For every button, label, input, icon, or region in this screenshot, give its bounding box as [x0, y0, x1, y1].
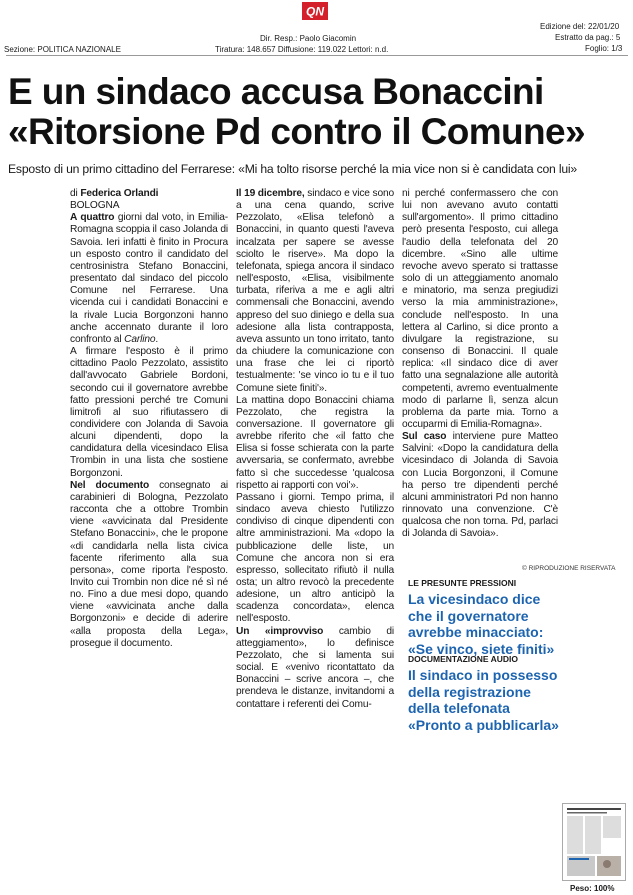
sidebar-kicker-pressures: LE PRESUNTE PRESSIONI [408, 578, 517, 588]
section-name: POLITICA NAZIONALE [37, 45, 121, 54]
weight-label: Peso: 100% [570, 884, 615, 893]
circulation: Tiratura: 148.657 Diffusione: 119.022 Lettori: n.d. [215, 45, 389, 54]
paragraph: A firmare l'esposto è il primo cittadino Paolo Pezzolato, assistito dall'avvocato Gabriele Bordoni, secondo cui il governatore avrebbe fatto pressioni perché tre Comuni limitrofi al suo rifiutassero di condividere con Jolanda di Savoia alcuni dipendenti, dopo la candidatura della vicesindaco Elisa Trombin in una lista che sostiene Borgonzoni. [70, 346, 228, 479]
paragraph: Un «improvviso cambio di atteggiamento», lo definisce Pezzolato, che si lamenta sui social. E «venivo ricontattato da Bonaccini – scrive ancora –, che prendeva le distanze, invitandomi a contattare i referenti dei Comu- [236, 625, 395, 710]
copyright-notice: © RIPRODUZIONE RISERVATA [522, 565, 616, 572]
article-column-3 [402, 188, 558, 541]
headline-line-2: «Ritorsione Pd contro il Comune» [8, 111, 585, 152]
qn-logo [302, 2, 328, 20]
article-column-2 [236, 188, 394, 711]
edition-line [540, 22, 619, 32]
paragraph: Nel documento consegnato ai carabinieri di Bologna, Pezzolato racconta che a ottobre Trombin viene «avvicinata dal Presidente Stefano Bonaccini», che le propone «di candidarla nella lista civica facente riferimento alla sua persona», come riporta l'esposto. Invito cui Trombin non dice né sì né no. Fino a due mesi dopo, quando viene «avvicinata anche dalla Borgonzoni» e decide di aderire «alla proposta della Lega», prosegue il documento. [70, 479, 228, 649]
dateline: BOLOGNA [70, 200, 120, 212]
byline [70, 188, 228, 200]
sidebar-headline-threat: La vicesindaco dice che il governatore avrebbe minacciato: «Se vinco, siete finiti» [408, 591, 555, 657]
byline-prefix: di [70, 188, 78, 199]
headline-line-1: E un sindaco accusa Bonaccini [8, 71, 544, 112]
paragraph: Il 19 dicembre, sindaco e vice sono a una cena quando, scrive Pezzolato, «Elisa telefonò a Bonaccini, in quanto questi l'aveva incalzata per sapere se avesse sciolto le riserve». Ma dopo la telefonata, spiega ancora il sindaco nell'esposto, «Elisa, visibilmente turbata, riferiva a me e agli altri commensali che Bonaccini, avendo appreso del suo diniego e della sua adesione alla lista contrapposta, aveva assunto un tono irritato, tanto da chiudere la comunicazione con una frase che lei ci riportò testualmente: 'se vinco io tu e il tuo Comune siete finiti'». [236, 188, 395, 394]
edition-date: 22/01/20 [588, 22, 620, 31]
headline [8, 72, 628, 152]
paragraph: ni perché confermassero che con lui non avevano avuto contatti sull'argomento». Il primo cittadino però presenta l'esposto, cui allega l'audio della telefonata del 20 dicembre. «Sino alle ultime revoche avevo sperato si trattasse solo di un atteggiamento anomalo e minatorio, ma senza pregiudizi verso la mia amministrazione», conclude nell'esposto. In una lettera al Carlino, si dice pronto a divulgare la registrazione, su consenso di Bonaccini. Il quale replica: «Il sindaco dice di aver fatto una segnalazione alle autorità competenti, avremo eventualmente modo di parlarne lì, senza alcun problema da parte mia. Torno a occuparmi di Emilia-Romagna». [402, 188, 558, 430]
sidebar-headline-recording: Il sindaco in possesso della registrazione della telefonata «Pronto a pubblicarla» [408, 667, 559, 733]
director: Dir. Resp.: Paolo Giacomin [260, 34, 357, 43]
edition-label: Edizione del: [540, 22, 586, 31]
paragraph: La mattina dopo Bonaccini chiama Pezzolato, che registra la conversazione. Il governatore gli avrebbe riferito che «il fatto che Elisa si fosse schierata con la parte avversaria, se confermato, avrebbe fatto sì che succedesse 'qualcosa rispetto ai rapporti con voi'». [236, 394, 394, 491]
section-label: Sezione: [4, 45, 36, 54]
paragraph: Sul caso interviene pure Matteo Salvini: «Dopo la candidatura della vicesindaco di Jolanda di Savoia con Lucia Borgonzoni, il Comune ha perso tre dipendenti perché alcuni amministratori Pd non hanno rinnovato una convenzione. C'è qualcosa che non torna. Pd, parlaci di Jolanda di Savoia». [402, 431, 559, 540]
section-line [4, 45, 121, 55]
extract-page: Estratto da pag.: 5 [555, 33, 621, 42]
author: Federica Orlandi [80, 188, 159, 199]
paragraph: A quattro giorni dal voto, in Emilia-Romagna scoppia il caso Jolanda di Savoia. Ieri infatti è finito in Procura un esposto contro il candidato del centrosinistra Stefano Bonaccini, presentato dal sindaco del piccolo Comune nel Ferrarese. Una vicenda cui i candidati Bonaccini e la rivale Lucia Borgonzoni hanno anche accennato durante il loro confronto al Carlino. [70, 212, 229, 345]
subheadline: Esposto di un primo cittadino del Ferrarese: «Mi ha tolto risorse perché la mia vice non si è candidata con lui» [8, 162, 577, 176]
paragraph: Passano i giorni. Tempo prima, il sindaco aveva chiesto l'utilizzo condiviso di cinque dipendenti con altre amministrazioni. Ma «dopo la pubblicazione delle liste, un Comune che ancora non si era espresso, sollecitato rifiutò il nulla osta; un altro revocò la precedente adesione, un altro anticipò la scadenza concordata», elenca nell'esposto. [236, 491, 394, 625]
sheet-number: Foglio: 1/3 [585, 44, 623, 53]
article-column-1 [70, 188, 228, 650]
logo-text: QN [306, 4, 324, 19]
page-thumbnail-icon [563, 804, 625, 880]
header-divider [6, 55, 628, 56]
page-thumbnail [562, 803, 626, 881]
sidebar-kicker-audio: DOCUMENTAZIONE AUDIO [408, 654, 519, 664]
